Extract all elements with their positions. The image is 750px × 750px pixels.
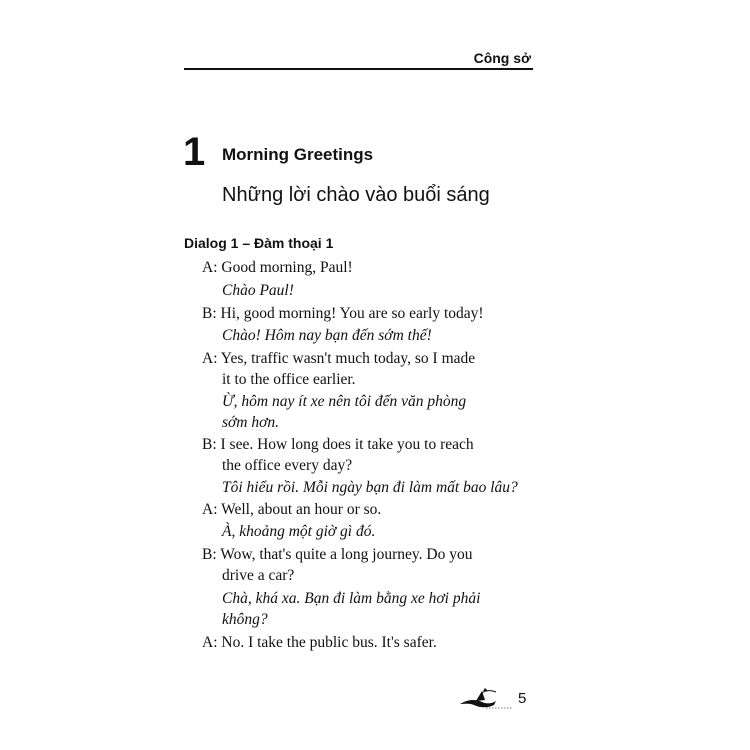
dialog-line: B: I see. How long does it take you to reach <box>202 436 474 453</box>
dialog-translation: À, khoảng một giờ gì đó. <box>222 523 376 540</box>
running-header: Công sở <box>473 50 531 66</box>
dialog-line: B: Wow, that's quite a long journey. Do you <box>202 546 473 563</box>
lesson-title-english: Morning Greetings <box>222 145 374 164</box>
dialog-translation: sớm hơn. <box>222 414 280 431</box>
dialog-translation: không? <box>222 611 268 628</box>
dialog-translation: Chào Paul! <box>222 282 294 299</box>
dialog-line: A: Well, about an hour or so. <box>202 501 382 518</box>
dialog-translation: Ừ, hôm nay ít xe nên tôi đến văn phòng <box>222 393 467 410</box>
dialog-heading: Dialog 1 – Đàm thoại 1 <box>184 235 334 251</box>
dialog-line: the office every day? <box>222 457 353 474</box>
dialog-translation: Chà, khá xa. Bạn đi làm bằng xe hơi phải <box>222 590 481 607</box>
dialog-line: A: No. I take the public bus. It's safer. <box>202 634 437 651</box>
dialog-line: B: Hi, good morning! You are so early today! <box>202 305 484 322</box>
header-rule <box>184 68 533 70</box>
lesson-number: 1 <box>183 130 206 174</box>
dialog-translation: Chào! Hôm nay bạn đến sớm thế! <box>222 327 432 344</box>
dialog-line: it to the office earlier. <box>222 371 356 388</box>
dialog-translation: Tôi hiểu rồi. Mỗi ngày bạn đi làm mất bao lâu? <box>222 479 518 496</box>
dialog-line: A: Yes, traffic wasn't much today, so I made <box>202 350 476 367</box>
page-number: 5 <box>518 690 527 707</box>
dialog-line: drive a car? <box>222 567 295 584</box>
dialog-line: A: Good morning, Paul! <box>202 259 353 276</box>
lesson-title-vietnamese: Những lời chào vào buổi sáng <box>222 184 490 206</box>
bird-icon <box>458 686 514 712</box>
